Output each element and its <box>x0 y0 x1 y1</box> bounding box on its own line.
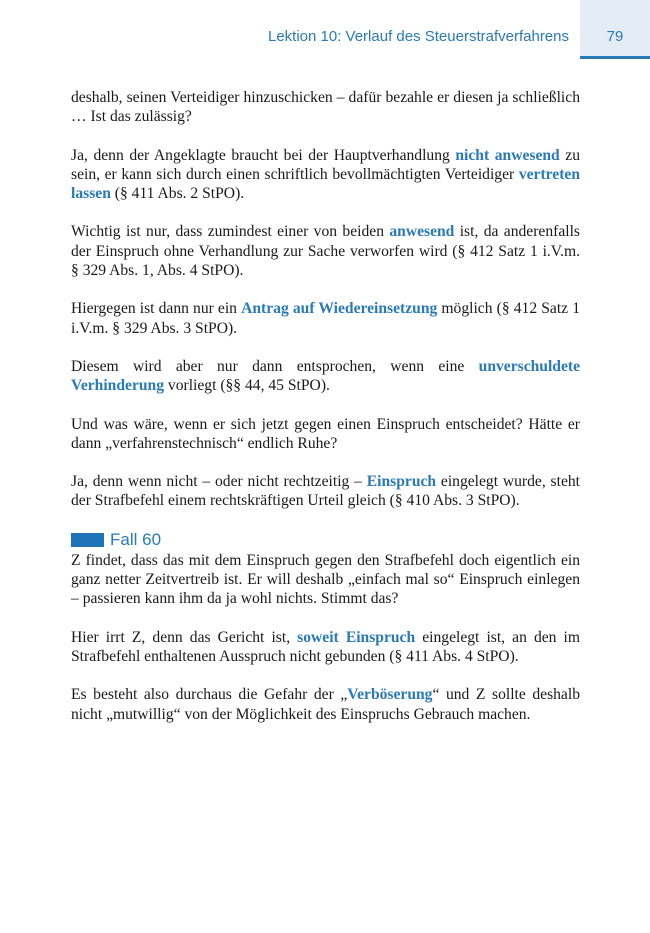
paragraph <box>71 472 580 511</box>
highlighted-term: Einspruch <box>366 473 437 491</box>
text-segment: eingelegt wurde, steht der Strafbefehl einem rechtskräftigen Urteil gleich (§ 410 Abs. 3 StPO). <box>71 473 580 510</box>
text-segment: möglich (§ 412 Satz 1 i.V.m. § 329 Abs. 3 StPO). <box>71 300 580 337</box>
paragraph <box>71 88 580 127</box>
highlighted-term: unverschuldete Verhinderung <box>71 357 580 395</box>
paragraph <box>71 222 580 280</box>
text-segment: Wichtig ist nur, dass zumindest einer von beiden <box>71 223 390 241</box>
page-number: 79 <box>606 28 624 45</box>
text-segment: “ und Z sollte deshalb nicht „mutwillig“ von der Möglichkeit des Einspruchs Gebrauch machen. <box>71 686 580 723</box>
text-segment: Ja, denn wenn nicht – oder nicht rechtzeitig – <box>71 473 367 491</box>
case-paragraphs <box>71 551 580 724</box>
running-title: Lektion 10: Verlauf des Steuerstrafverfahrens <box>267 28 569 45</box>
text-segment: (§ 411 Abs. 2 StPO). <box>110 185 245 203</box>
text-segment: eingelegt ist, an den im Strafbefehl enthaltenen Ausspruch nicht gebunden (§ 411 Abs. 4 StPO). <box>71 628 580 665</box>
paragraph <box>71 685 580 724</box>
case-marker-bar <box>71 533 104 547</box>
highlighted-term: nicht anwesend <box>455 146 560 164</box>
main-paragraphs <box>71 88 580 511</box>
case-heading <box>71 530 580 550</box>
highlighted-term: vertreten lassen <box>71 165 580 203</box>
paragraph <box>71 146 580 204</box>
text-segment: Hier irrt Z, denn das Gericht ist, <box>71 628 298 646</box>
page-body <box>71 88 580 743</box>
paragraph <box>71 357 580 396</box>
page-number-box <box>580 0 650 59</box>
page-header <box>0 0 650 60</box>
paragraph <box>71 628 580 667</box>
case-title: Fall 60 <box>110 530 162 550</box>
highlighted-term: Verböserung <box>347 686 433 704</box>
text-segment: ist, da anderenfalls der Einspruch ohne Verhandlung zur Sache verworfen wird (§ 412 Satz 1 i.V.m. § 329 Abs. 1, Abs. 4 StPO). <box>71 223 580 280</box>
text-segment: deshalb, seinen Verteidiger hinzuschicken – dafür bezahle er diesen ja schließlich … Ist das zulässig? <box>71 89 580 126</box>
paragraph <box>71 551 580 609</box>
highlighted-term: anwesend <box>389 223 455 241</box>
text-segment: vorliegt (§§ 44, 45 StPO). <box>164 377 330 395</box>
highlighted-term: Antrag auf Wiedereinsetzung <box>241 300 438 318</box>
highlighted-term: soweit Einspruch <box>297 628 416 646</box>
text-segment: Ja, denn der Angeklagte braucht bei der Hauptverhandlung <box>71 146 456 164</box>
text-segment: Z findet, dass das mit dem Einspruch gegen den Strafbefehl doch eigentlich ein ganz netter Zeitvertreib ist. Er will deshalb „einfach mal so“ Einspruch einlegen – passieren kann ihm da ja wohl nichts. Stimmt das? <box>71 551 580 608</box>
paragraph <box>71 415 580 454</box>
paragraph <box>71 299 580 338</box>
text-segment: Diesem wird aber nur dann entsprochen, wenn eine <box>71 357 479 375</box>
text-segment: Hiergegen ist dann nur ein <box>71 300 242 318</box>
text-segment: zu sein, er kann sich durch einen schriftlich bevollmächtigten Verteidiger <box>71 146 580 183</box>
text-segment: Es besteht also durchaus die Gefahr der „ <box>71 686 348 704</box>
text-segment: Und was wäre, wenn er sich jetzt gegen einen Einspruch entscheidet? Hätte er dann „verfahrenstechnisch“ endlich Ruhe? <box>71 415 580 452</box>
